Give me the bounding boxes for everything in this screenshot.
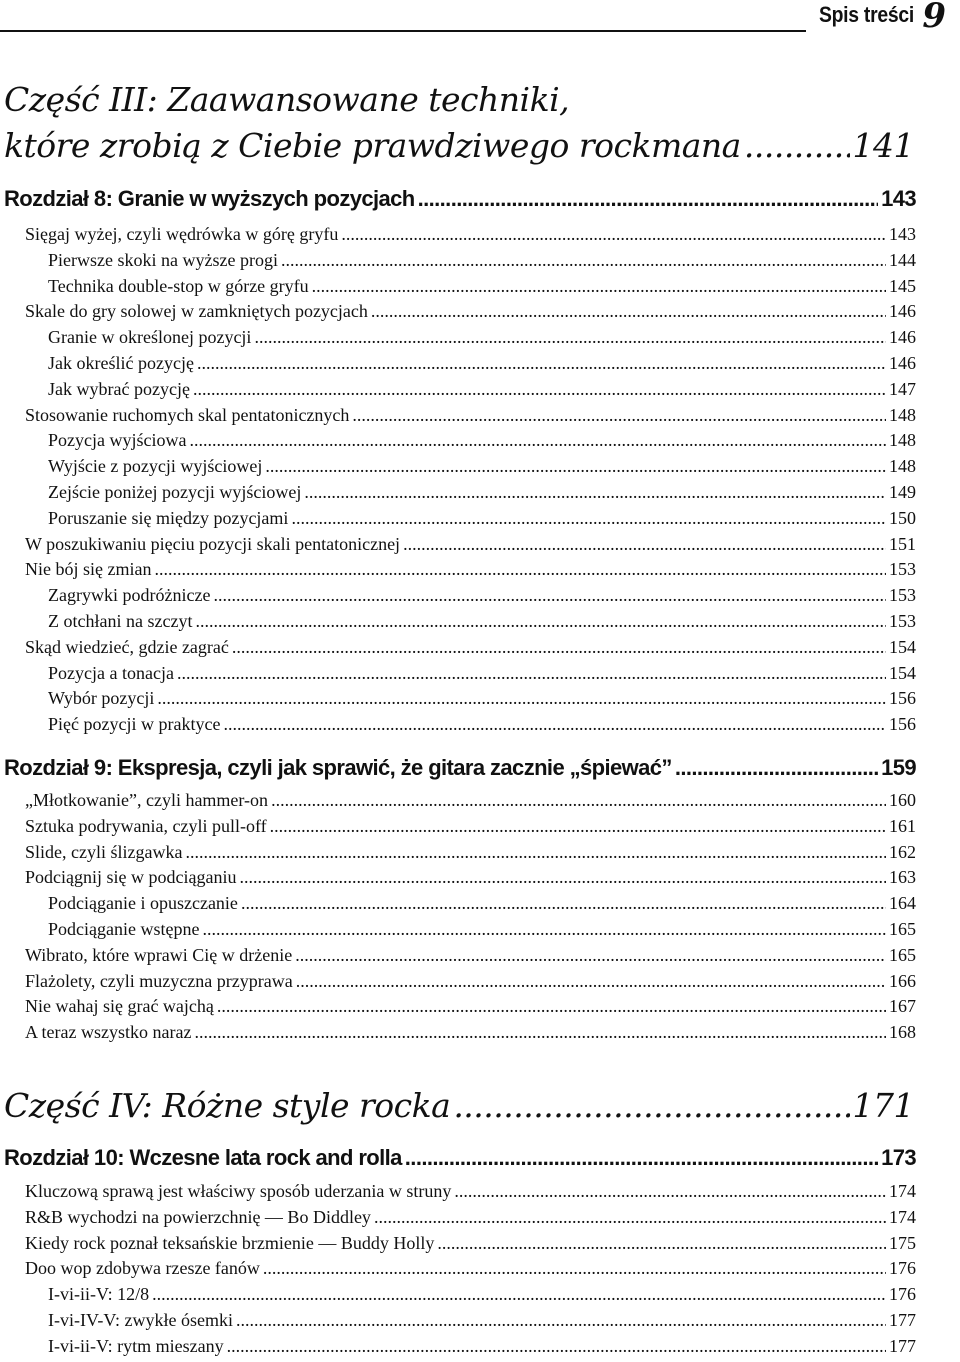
toc-entry-title: Flażolety, czyli muzyczna przyprawa bbox=[25, 970, 293, 991]
toc-entry bbox=[25, 327, 916, 353]
chapter-title: Rozdział 9: Ekspresja, czyli jak sprawić, że gitara zacznie „śpiewać” bbox=[4, 755, 672, 780]
toc-entry-title: I-vi-ii-V: 12/8 bbox=[48, 1284, 150, 1305]
toc-entry-title: Wyjście z pozycji wyjściowej bbox=[48, 456, 263, 477]
toc-entry bbox=[25, 405, 916, 431]
toc-entry-title: „Młotkowanie”, czyli hammer-on bbox=[25, 790, 269, 810]
toc-entry-page: 154 bbox=[889, 662, 916, 683]
toc-entry bbox=[25, 867, 916, 893]
toc-entry-page: 143 bbox=[889, 224, 916, 244]
toc-entry bbox=[25, 842, 916, 868]
toc-entry-title: Pozycja a tonacja bbox=[48, 662, 174, 683]
toc-entry bbox=[25, 276, 916, 302]
toc-entry-page: 146 bbox=[889, 327, 916, 348]
toc-entry bbox=[25, 508, 916, 534]
leader-dots bbox=[453, 1086, 849, 1125]
toc-entry-page: 165 bbox=[889, 944, 916, 965]
toc-entry-page: 156 bbox=[889, 688, 916, 709]
toc-entry-page: 167 bbox=[889, 996, 916, 1017]
part-page: 171 bbox=[852, 1086, 914, 1125]
leader-dots bbox=[185, 842, 886, 863]
toc-entry-page: 163 bbox=[889, 867, 916, 888]
toc-entry-page: 154 bbox=[889, 636, 916, 657]
leader-dots bbox=[405, 1145, 878, 1171]
leader-dots bbox=[254, 327, 886, 348]
toc-entry-title: Podciągnij się w podciąganiu bbox=[25, 867, 237, 888]
toc-entry bbox=[25, 301, 916, 327]
toc-entry-page: 148 bbox=[889, 456, 916, 477]
toc-entry bbox=[25, 790, 916, 816]
toc-entry-title: W poszukiwaniu pięciu pozycji skali pentatonicznej bbox=[25, 533, 401, 554]
leader-dots bbox=[270, 816, 886, 837]
chapter-heading bbox=[4, 1145, 916, 1175]
leader-dots bbox=[213, 585, 886, 606]
part-title-line1: Część III: Zaawansowane techniki, bbox=[4, 80, 570, 119]
running-header-title: Spis treści bbox=[818, 2, 914, 27]
leader-dots bbox=[236, 1310, 886, 1331]
toc-entry bbox=[25, 430, 916, 456]
chapter-entries bbox=[25, 224, 916, 740]
toc-entry-title: Pięć pozycji w praktyce bbox=[48, 714, 221, 735]
toc-entry-title: Skale do gry solowej w zamkniętych pozycjach bbox=[25, 301, 368, 322]
toc-entry-title: I-vi-IV-V: zwykłe ósemki bbox=[48, 1309, 233, 1330]
leader-dots bbox=[675, 755, 878, 781]
leader-dots bbox=[239, 867, 886, 888]
toc-entry-title: Wybór pozycji bbox=[48, 688, 155, 709]
toc-entry-title: Pierwsze skoki na wyższe progi bbox=[48, 249, 278, 270]
leader-dots bbox=[437, 1233, 886, 1254]
toc-entry-title: Stosowanie ruchomych skal pentatonicznych bbox=[25, 404, 350, 425]
toc-entry-title: Poruszanie się między pozycjami bbox=[48, 507, 289, 528]
toc-entry-title: Sięgaj wyżej, czyli wędrówka w górę gryfu bbox=[25, 224, 339, 244]
toc-entry-page: 144 bbox=[889, 249, 916, 270]
leader-dots bbox=[152, 1284, 886, 1305]
toc-entry-title: I-vi-ii-V: rytm mieszany bbox=[48, 1335, 224, 1356]
chapter-page: 143 bbox=[881, 186, 916, 211]
leader-dots bbox=[374, 1207, 886, 1228]
toc-entry-title: R&B wychodzi na powierzchnię — Bo Diddley bbox=[25, 1206, 371, 1227]
toc-entry-page: 150 bbox=[889, 507, 916, 528]
leader-dots bbox=[295, 945, 886, 966]
chapter-entries bbox=[25, 790, 916, 1048]
page-header bbox=[0, 0, 960, 34]
chapter-heading bbox=[4, 186, 916, 216]
toc-entry-page: 176 bbox=[889, 1258, 916, 1279]
leader-dots bbox=[371, 301, 886, 322]
toc-entry-page: 156 bbox=[889, 714, 916, 735]
leader-dots bbox=[304, 482, 886, 503]
leader-dots bbox=[265, 456, 886, 477]
toc-entry-page: 147 bbox=[889, 378, 916, 399]
toc-entry-title: Podciąganie wstępne bbox=[48, 918, 200, 939]
toc-entry bbox=[25, 816, 916, 842]
toc-entry bbox=[25, 585, 916, 611]
leader-dots bbox=[217, 996, 886, 1017]
leader-dots bbox=[352, 405, 886, 426]
toc-entry bbox=[25, 637, 916, 663]
toc-entry-title: Sztuka podrywania, czyli pull-off bbox=[25, 815, 267, 836]
toc-entry bbox=[25, 996, 916, 1022]
toc-entry-page: 175 bbox=[889, 1232, 916, 1253]
toc-entry-title: Nie bój się zmian bbox=[25, 559, 152, 580]
toc-entry bbox=[25, 893, 916, 919]
toc-entry bbox=[25, 534, 916, 560]
leader-dots bbox=[241, 893, 886, 914]
leader-dots bbox=[189, 430, 886, 451]
leader-dots bbox=[454, 1181, 886, 1202]
toc-entry bbox=[25, 1207, 916, 1233]
toc-entry-title: Zejście poniżej pozycji wyjściowej bbox=[48, 481, 302, 502]
toc-entry-title: Podciąganie i opuszczanie bbox=[48, 893, 238, 914]
leader-dots bbox=[197, 353, 886, 374]
toc-entry-page: 149 bbox=[889, 481, 916, 502]
toc-entry bbox=[25, 482, 916, 508]
toc-entry bbox=[25, 971, 916, 997]
leader-dots bbox=[194, 1022, 886, 1043]
toc-entry-title: Kluczową sprawą jest właściwy sposób uderzania w struny bbox=[25, 1181, 452, 1201]
leader-dots bbox=[281, 250, 886, 271]
leader-dots bbox=[195, 611, 886, 632]
toc-entry-page: 151 bbox=[889, 533, 916, 554]
toc-entry bbox=[25, 379, 916, 405]
part-title-text: Część IV: Różne style rocka bbox=[4, 1086, 451, 1125]
toc-entry-page: 153 bbox=[889, 559, 916, 580]
chapter-title: Rozdział 10: Wczesne lata rock and rolla bbox=[4, 1145, 402, 1170]
leader-dots bbox=[341, 224, 886, 245]
toc-entry-title: Kiedy rock poznał teksańskie brzmienie — Buddy Holly bbox=[25, 1232, 435, 1253]
toc-entry-page: 146 bbox=[889, 301, 916, 322]
toc-entry bbox=[25, 353, 916, 379]
toc-entry-page: 177 bbox=[889, 1335, 916, 1356]
part-heading bbox=[4, 80, 914, 174]
toc-entry-page: 148 bbox=[889, 430, 916, 451]
part-page: 141 bbox=[852, 126, 914, 165]
leader-dots bbox=[177, 663, 886, 684]
leader-dots bbox=[296, 971, 886, 992]
toc-entry-title: Granie w określonej pozycji bbox=[48, 327, 252, 348]
part-title-line2 bbox=[4, 126, 914, 174]
header-rule bbox=[0, 30, 806, 32]
toc-entry-page: 164 bbox=[889, 893, 916, 914]
toc-entry-page: 176 bbox=[889, 1284, 916, 1305]
toc-entry-title: Pozycja wyjściowa bbox=[48, 430, 187, 451]
chapter-page: 173 bbox=[881, 1145, 916, 1170]
toc-entry-page: 153 bbox=[889, 585, 916, 606]
leader-dots bbox=[418, 186, 878, 212]
toc-entry-page: 160 bbox=[889, 790, 916, 810]
leader-dots bbox=[744, 126, 850, 165]
leader-dots bbox=[312, 276, 886, 297]
toc-entry bbox=[25, 456, 916, 482]
toc-entry-title: Skąd wiedzieć, gdzie zagrać bbox=[25, 636, 229, 657]
toc-entry-page: 161 bbox=[889, 815, 916, 836]
toc-entry bbox=[25, 224, 916, 250]
part-title-text: które zrobią z Ciebie prawdziwego rockmana bbox=[4, 126, 741, 165]
toc-entry bbox=[25, 611, 916, 637]
toc-entry-title: Zagrywki podróżnicze bbox=[48, 585, 211, 606]
leader-dots bbox=[154, 559, 886, 580]
chapter-entries bbox=[25, 1181, 916, 1362]
toc-entry bbox=[25, 663, 916, 689]
toc-entry-page: 145 bbox=[889, 275, 916, 296]
toc-entry-title: Jak wybrać pozycję bbox=[48, 378, 190, 399]
toc-entry-page: 146 bbox=[889, 352, 916, 373]
leader-dots bbox=[271, 790, 886, 811]
toc-entry bbox=[25, 688, 916, 714]
leader-dots bbox=[202, 919, 886, 940]
toc-entry-title: Jak określić pozycję bbox=[48, 352, 194, 373]
toc-entry-page: 177 bbox=[889, 1309, 916, 1330]
toc-entry-title: Z otchłani na szczyt bbox=[48, 610, 193, 631]
toc-entry-title: Nie wahaj się grać wajchą bbox=[25, 996, 214, 1017]
toc-entry bbox=[25, 945, 916, 971]
toc-entry bbox=[25, 1022, 916, 1048]
toc-entry-title: Doo wop zdobywa rzesze fanów bbox=[25, 1258, 260, 1279]
toc-entry-page: 166 bbox=[889, 970, 916, 991]
toc-entry-page: 174 bbox=[889, 1181, 916, 1201]
toc-entry bbox=[25, 559, 916, 585]
toc-entry bbox=[25, 1310, 916, 1336]
part-title-line bbox=[4, 1086, 914, 1134]
leader-dots bbox=[227, 1336, 886, 1357]
toc-entry bbox=[25, 714, 916, 740]
toc-entry bbox=[25, 919, 916, 945]
toc-entry bbox=[25, 1233, 916, 1259]
toc-entry-page: 153 bbox=[889, 610, 916, 631]
toc-entry-title: A teraz wszystko naraz bbox=[25, 1022, 192, 1043]
part-heading bbox=[4, 1086, 914, 1134]
leader-dots bbox=[263, 1258, 886, 1279]
toc-entry-page: 174 bbox=[889, 1206, 916, 1227]
toc-entry-page: 168 bbox=[889, 1022, 916, 1043]
chapter-heading bbox=[4, 755, 916, 785]
toc-entry-title: Technika double-stop w górze gryfu bbox=[48, 275, 309, 296]
leader-dots bbox=[193, 379, 886, 400]
leader-dots bbox=[223, 714, 886, 735]
chapter-page: 159 bbox=[881, 755, 916, 780]
page-number: 9 bbox=[922, 0, 946, 36]
toc-entry-page: 162 bbox=[889, 841, 916, 862]
toc-entry-title: Slide, czyli ślizgawka bbox=[25, 841, 183, 862]
toc-entry-page: 148 bbox=[889, 404, 916, 425]
chapter-title: Rozdział 8: Granie w wyższych pozycjach bbox=[4, 186, 415, 211]
leader-dots bbox=[403, 534, 886, 555]
leader-dots bbox=[157, 688, 886, 709]
leader-dots bbox=[291, 508, 886, 529]
toc-entry bbox=[25, 1181, 916, 1207]
toc-entry-page: 165 bbox=[889, 918, 916, 939]
toc-entry bbox=[25, 250, 916, 276]
toc-entry-title: Wibrato, które wprawi Cię w drżenie bbox=[25, 944, 293, 965]
leader-dots bbox=[232, 637, 886, 658]
toc-entry bbox=[25, 1284, 916, 1310]
toc-entry bbox=[25, 1258, 916, 1284]
